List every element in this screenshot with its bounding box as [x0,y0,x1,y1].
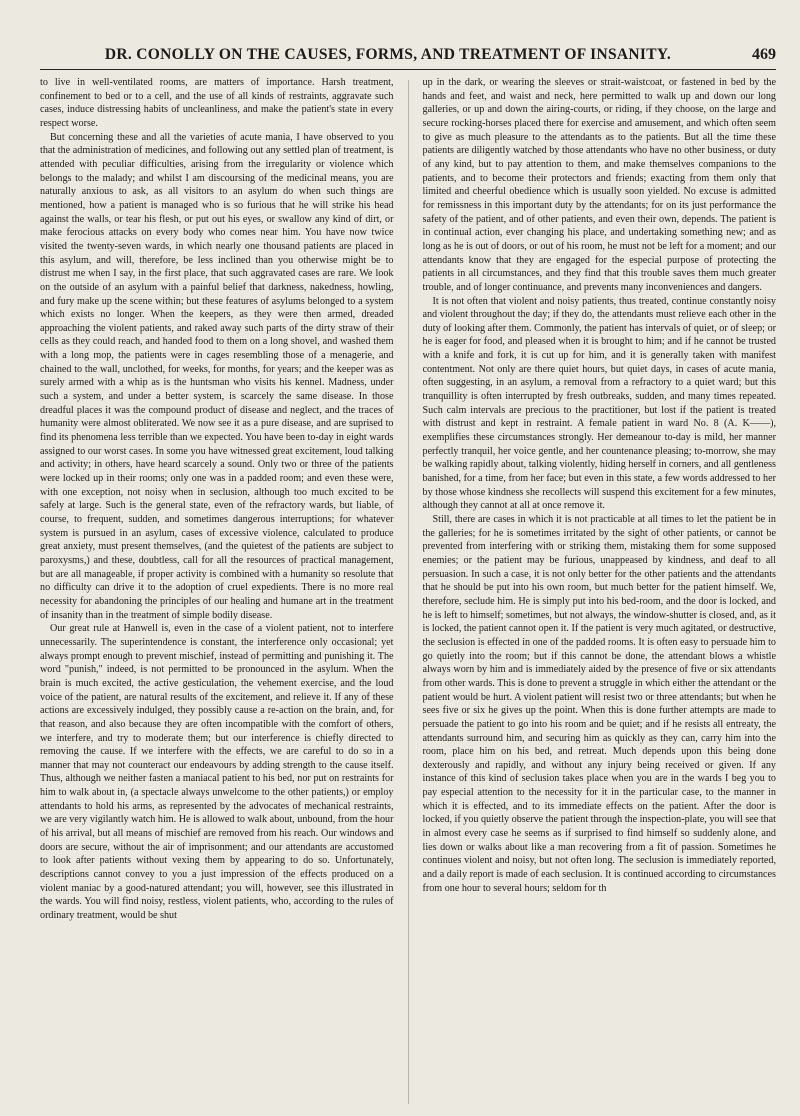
paragraph: Our great rule at Hanwell is, even in the case of a violent patient, not to interfere unnecessarily. The superintendence is constant, the interference only occasional; yet always prompt enough to prevent mischief, instead of permitting and punishing it. The word "punish," indeed, is not permitted to be pronounced in the asylum. When the brain is much excited, the active gesticulation, the vehement exercise, and the loud voice of the patient, are natural results of the excitement, and relieve it. If any of these actions are excessively indulged, they possibly cause a re-action on the brain, and, for that reason, and also because they are often incompatible with the comfort of others, we interfere, and try to moderate them; but our interference is chiefly directed to removing the cause. If we interfere with the effects, we are careful to do so in a manner that may not counteract our endeavours by adding strength to the cause itself. Thus, although we neither fasten a maniacal patient to his bed, nor put on restraints for him to walk about in, (a spectacle always unwelcome to the other patients,) or employ attendants to hold his arms, as represented by the advocates of mechanical restraints, we are very vigilantly watch him. He is allowed to walk about, unbound, from the hour of his arrival, but all means of mischief are removed from his reach. Our windows and doors are secure, without the air of imprisonment; and our attendants are accustomed to look after patients without vexing them by appearing to do so. Unfortunately, descriptions cannot convey to you a just impression of the effects produced on a violent maniac by a good-natured attendant; you will, however, see this illustrated in the wards. You will find noisy, restless, violent patients, who, according to the rules of ordinary treatment, would be shut [40,623,394,922]
paragraph: It is not often that violent and noisy patients, thus treated, continue constantly noisy and violent throughout the day; if they do, the attendants must relieve each other in the duty of looking after them. Commonly, the patient has intervals of quiet, or of sleep; or he is eager for food, and pleased when it is brought to him; and if he cannot be trusted with a knife and fork, it is cut up for him, and it is generally taken with manifest contentment. Not only are there quiet hours, but quiet days, in cases of acute mania, often suggesting, in an asylum, a removal from a refractory to a quiet ward; but this tranquillity is often interrupted by fresh outbreaks, sudden, and many times repeated. Such calm intervals are precious to the practitioner, but lost if the patient is treated with distrust and kept in restraint. A female patient in ward No. 8 (A. K——), exemplifies these circumstances strongly. Her demeanour to-day is mild, her manner perfectly tranquil, her voice gentle, and her countenance pleasing; to-morrow, she may be walking rapidly about, talking violently, hiding herself in corners, and all gentleness banished, for a time, from her face; but even in this state, a few words addressed to her by those whose kindness she recollects will suspend this excitement for a few minutes, although they cannot at all at once remove it. [422,295,776,512]
page-header [40,46,776,68]
header-rule [40,69,776,70]
text-columns [40,76,776,1108]
paragraph: up in the dark, or wearing the sleeves or strait-waistcoat, or fastened in bed by the hands and feet, and waist and neck, here permitted to walk up and down our long galleries, or up and down the airing-courts, or riding, if they choose, on the large and secure rocking-horses placed there for exercise and amusement, and which often seem to give as much pleasure to the attendants as to the patients. But all the time these patients are diligently watched by those attendants who have no other business, or duty of any kind, but to pay attention to them, and make themselves companions to the patients, and to become their protectors and friends; exacting from them only that limited and cheerful obedience which is usually soon yielded. No excuse is admitted for remissness in this important duty by the attendants; for on its just performance the safety of the patient, and of other patients, and even their own, depends. The patient is in continual action, ever changing his place, and undertaking something new; and as long as he is out of doors, or out of his room, he must not be left for a moment; and our attendants know that they are engaged for the especial purpose of protecting the patients in all circumstances, and they find that this trouble saves them much greater trouble, and of longer continuance, and prevents many inconveniences and dangers. [422,77,776,293]
paragraph: to live in well-ventilated rooms, are matters of importance. Harsh treatment, confinement to bed or to a cell, and the use of all kinds of restraints, aggravate such cases, induce distressing habits of uncleanliness, and make the patient's state in every respect worse. [40,77,394,129]
right-column [423,76,777,1108]
column-gutter [408,80,409,1104]
paragraph: But concerning these and all the varieties of acute mania, I have observed to you that the administration of medicines, and following out any settled plan of treatment, is attended with peculiar difficulties, arising from the irregularity or violence which belongs to the malady; and whilst I am discoursing of the medicinal means, you are naturally anxious to ask, as all visitors to an asylum do when such things are mentioned, how a patient is managed who is so furious that he will strike his head against the walls, or tear his flesh, or put out his eyes, or swallow any kind of dirt, or make ferocious attacks on every body who comes near him. You have now twice visited the twenty-seven wards, in which nearly one thousand patients are placed in this asylum, and will, therefore, be less inclined than you otherwise might be to distrust me when I say, in the first place, that such aggravated cases are rare. We look on the outside of an asylum with a painful belief that darkness, nakedness, howling, and fury make up the scene within; but these features of asylums belonged to a system which exists no longer. When the keepers, as they were then armed, dreaded approaching the violent patients, and raked away such parts of the dirty straw of their cells as they could reach, and handed food to them on a long shovel, and washed them with a long mop, the patients were in cages resembling those of a menagerie, and chained to the wall, unclothed, for weeks, for months, for years; and the keeper was as surely armed with a whip as is the huntsman who visits his kennel. Madness, under such a system, and under a better system, is scarcely the same disease. In those dreadful places it was the compound product of disease and neglect, and the traces of humanity were almost obliterated. We now see it as a pure disease, and are suprised to find its phenomena less terrible than we expected. You have been to-day in eight wards assigned to our worst cases. In some you have witnessed great excitement, loud talking and activity; in others, have heard scarcely a sound. Only two or three of the patients were locked up in their rooms; only one was in a padded room; and even these were, with one exception, not noisy when in seclusion, although too much excited to be safely at large. Such is the general state, even of the refractory wards, but liable, of course, to frequent, sudden, and sometimes dangerous interruptions; for whatever system is pursued in an asylum, cases of excessive violence, calculated to produce great anxiety, must present themselves, (and the quietest of the patients are subject to paroxysms,) and these, doubtless, call for all the resources of practical management, but are all manageable, if proper activity is combined with a humanity so resolute that no difficulty can drive it to the adoption of cruel expedients. There is no more real necessity for abandoning the principles of our healing and humane art in the treatment of insanity than in the treatment of simple bodily disease. [40,131,394,621]
left-column [40,76,394,1108]
page-number: 469 [752,46,776,63]
running-head: DR. CONOLLY ON THE CAUSES, FORMS, AND TREATMENT OF INSANITY. [104,46,672,63]
paragraph: Still, there are cases in which it is not practicable at all times to let the patient be in the galleries; for he is sometimes irritated by the sight of other patients, or cannot be prevented from interfering with or striking them, mistaking them for some supposed enemies; or the patient may be furious, unappeased by kindness, and deaf to all persuasion. In such a case, it is not only better for the other patients and the attendants that he should be put into his own room, but much better for the patient himself. We, therefore, seclude him. He is simply put into his bed-room, and the door is locked, and he is left to himself; sometimes, but not always, the window-shutter is closed, and, as it is locked, the patient cannot open it. If the patient is very much agitated, or destructive, the seclusion is effected in one of the padded rooms. It is often easy to persuade him to go quietly into the room; but if this cannot be done, the attendant blows a whistle always worn by him and is immediately aided by the presence of five or six attendants from other wards. This is done to prevent a struggle in which either the attendant or the patient would be hurt. A violent patient will resist two or three attendants; but when he sees five or six he gives up the point. When this is done further attempts are made to persuade the patient to go into his room and be quiet; and if he resists all entreaty, the attendants surround him, and securing him as quickly as they can, carry him into the room, place him on his bed, and retreat. Much depends upon this being done dexterously and rapidly, and without any injury being received or given. If any instance of this kind of seclusion takes place when you are in the wards I beg you to pay especial attention to the necessity for it in the particular case, to the manner in which it is effected, and to its immediate effects on the patient. After the door is locked, if you quietly observe the patient through the inspection-plate, you will see that in almost every case he seems as if surprised to find himself so suddenly alone, and lies down or walks about like a man recovering from a fit of passion. Sometimes he continues violent and noisy, but not often long. The seclusion is immediately reported, and a daily report is made of each seclusion. It is continued according to circumstances from one hour to several hours; seldom for th [422,514,776,894]
